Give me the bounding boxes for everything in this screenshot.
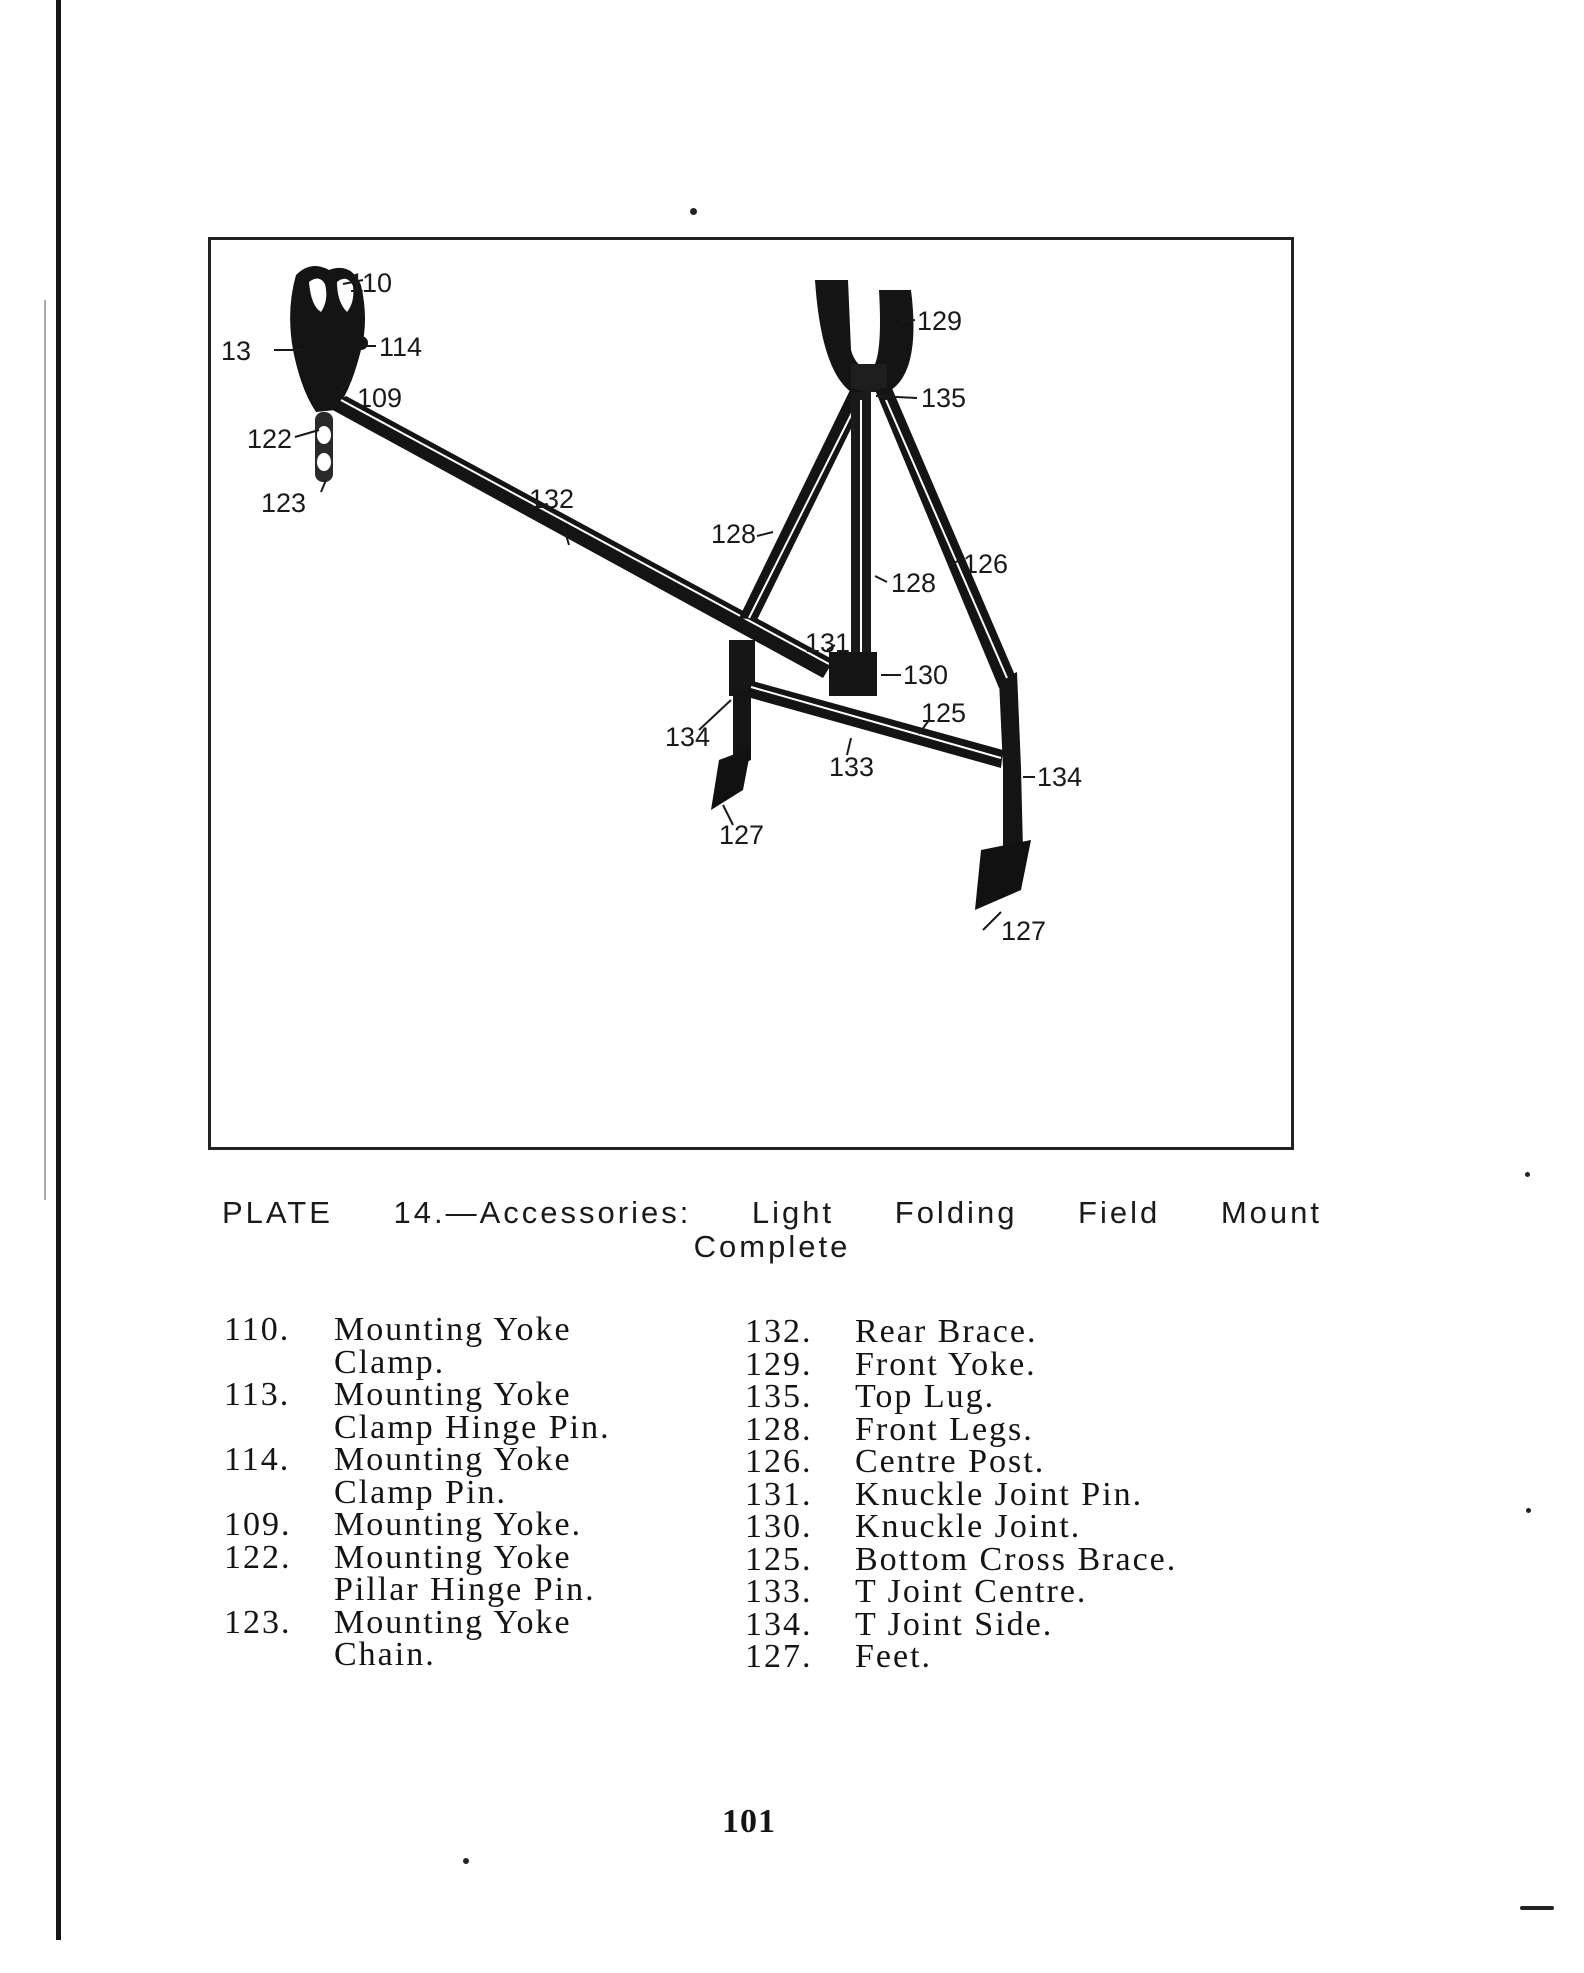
legend-number: 132. [745, 1313, 813, 1350]
legend-number: 134. [745, 1605, 813, 1643]
field-mount-drawing [211, 240, 1291, 1147]
legend-number: 114. [224, 1441, 291, 1478]
callout-127-left: 127 [719, 820, 765, 850]
scan-speck [690, 208, 697, 215]
legend-part-name: Clamp. [334, 1343, 446, 1381]
legend-number: 127. [745, 1638, 813, 1675]
legend-part-name: Pillar Hinge Pin. [334, 1571, 596, 1608]
legend-entry [224, 1376, 611, 1413]
legend-part-name: Mounting Yoke [334, 1538, 572, 1576]
legend-entry [224, 1408, 611, 1446]
scan-speck [463, 1858, 469, 1864]
legend-entry [745, 1540, 1178, 1578]
legend-part-name: Mounting Yoke. [334, 1506, 583, 1543]
legend-entry [745, 1573, 1177, 1610]
parts-legend-right [745, 1313, 1178, 1675]
legend-number: 129. [745, 1345, 813, 1383]
legend-part-name: Mounting Yoke [334, 1376, 572, 1413]
callout-123: 123 [261, 488, 307, 518]
legend-number [224, 1347, 334, 1380]
legend-number: 122. [224, 1538, 292, 1576]
legend-part-name: Mounting Yoke [334, 1603, 572, 1641]
legend-part-name: Mounting Yoke [334, 1441, 572, 1478]
callout-113: 13 [221, 336, 252, 366]
legend-entry [745, 1475, 1177, 1513]
callout-128-left: 128 [711, 519, 757, 549]
legend-entry [224, 1538, 611, 1576]
legend-entry [224, 1506, 611, 1543]
legend-part-name: Mounting Yoke [334, 1311, 572, 1348]
legend-number: 126. [745, 1443, 813, 1480]
plate-caption-line2: Complete [693, 1229, 851, 1264]
callout-110: 110 [349, 268, 393, 298]
callout-130: 130 [903, 660, 949, 690]
legend-number: 131. [745, 1475, 813, 1513]
legend-entry [224, 1571, 611, 1608]
plate-caption-line1: PLATE 14.—Accessories: Light Folding Field Mount [222, 1195, 1322, 1230]
callout-128-right: 126 [963, 549, 1009, 579]
callout-135: 135 [921, 383, 967, 413]
legend-part-name: Front Yoke. [855, 1345, 1037, 1383]
callout-114: 114 [379, 332, 423, 362]
legend-entry [745, 1410, 1177, 1448]
legend-entry [224, 1603, 611, 1641]
legend-part-name: Top Lug. [855, 1378, 996, 1415]
legend-number: 110. [224, 1311, 291, 1348]
legend-part-name: Knuckle Joint Pin. [855, 1475, 1144, 1513]
callout-133: 133 [829, 752, 875, 782]
callout-126: 128 [891, 568, 937, 598]
callout-leader-lines [274, 280, 1035, 930]
page-binding-shadow [44, 300, 46, 1200]
legend-part-name: T Joint Side. [855, 1605, 1054, 1643]
legend-entry [745, 1443, 1177, 1480]
legend-number: 125. [745, 1540, 813, 1578]
callout-134-right: 134 [1037, 762, 1083, 792]
legend-part-name: Chain. [334, 1636, 436, 1673]
legend-number [224, 1412, 334, 1445]
callout-134-left: 134 [665, 722, 711, 752]
legend-number: 109. [224, 1506, 292, 1543]
legend-number: 113. [224, 1376, 291, 1413]
plate-illustration [208, 237, 1294, 1150]
callout-131: 131 [805, 628, 851, 658]
legend-number: 128. [745, 1410, 813, 1448]
legend-number [224, 1639, 334, 1672]
page-number: 101 [722, 1803, 776, 1840]
callout-125: 125 [921, 698, 967, 728]
callout-129: 129 [917, 306, 963, 336]
legend-entry [745, 1605, 1177, 1643]
legend-part-name: Bottom Cross Brace. [855, 1540, 1178, 1578]
callout-122: 122 [247, 424, 293, 454]
legend-entry [224, 1473, 611, 1511]
legend-part-name: Clamp Hinge Pin. [334, 1408, 611, 1446]
legend-part-name: Centre Post. [855, 1443, 1046, 1480]
legend-entry [745, 1313, 1177, 1350]
legend-part-name: Knuckle Joint. [855, 1508, 1082, 1545]
legend-entry [224, 1343, 611, 1381]
legend-part-name: Front Legs. [855, 1410, 1034, 1448]
scan-speck [1526, 1508, 1531, 1513]
legend-entry [745, 1508, 1177, 1545]
legend-part-name: T Joint Centre. [855, 1573, 1088, 1610]
callout-127-right: 127 [1001, 916, 1047, 946]
scan-speck [1520, 1906, 1554, 1910]
legend-entry [745, 1638, 1177, 1675]
legend-entry [745, 1345, 1177, 1383]
legend-number [224, 1477, 334, 1510]
legend-number: 133. [745, 1573, 813, 1610]
legend-entry [745, 1378, 1177, 1415]
scan-speck [1525, 1172, 1530, 1177]
legend-number: 130. [745, 1508, 813, 1545]
legend-part-name: Rear Brace. [855, 1313, 1038, 1350]
callout-109: 109 [357, 383, 403, 413]
callout-132: 132 [529, 484, 575, 514]
legend-entry [224, 1636, 611, 1673]
legend-number: 123. [224, 1603, 292, 1641]
page-binding-edge [56, 0, 61, 1940]
parts-legend-left [224, 1311, 611, 1673]
legend-number [224, 1574, 334, 1607]
legend-part-name: Clamp Pin. [334, 1473, 508, 1511]
legend-entry [224, 1441, 611, 1478]
legend-number: 135. [745, 1378, 813, 1415]
legend-entry [224, 1311, 611, 1348]
legend-part-name: Feet. [855, 1638, 933, 1675]
